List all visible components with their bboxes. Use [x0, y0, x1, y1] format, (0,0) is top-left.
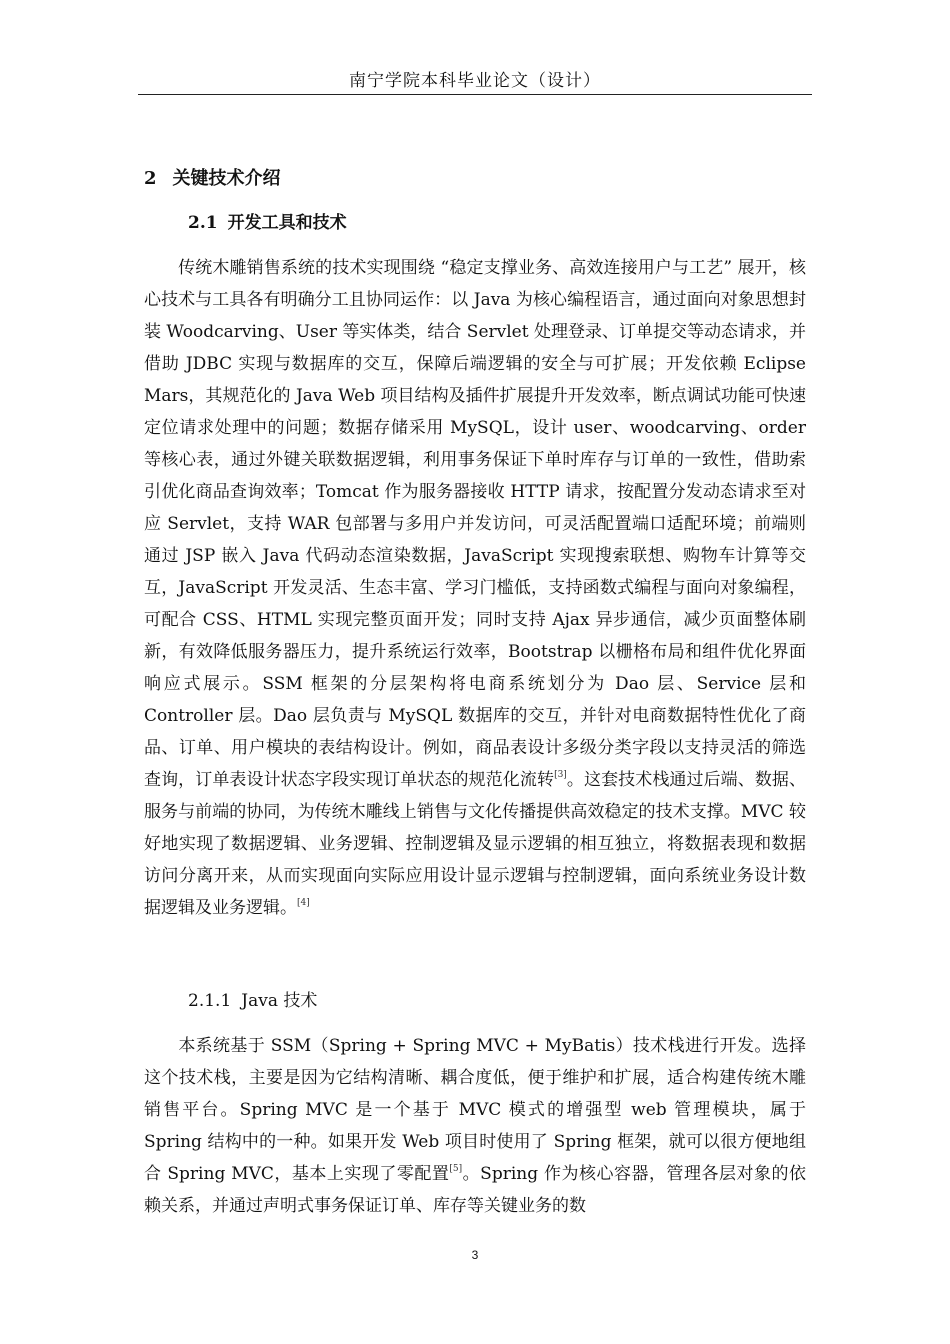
- citation-3: [3]: [554, 770, 567, 780]
- subsection-title: 开发工具和技术: [227, 213, 347, 233]
- subsubsection-number: 2.1.1: [188, 991, 232, 1011]
- running-header: 南宁学院本科毕业论文（设计）: [349, 71, 601, 91]
- subsubsection-title: Java 技术: [241, 991, 318, 1011]
- subsubsection-heading: [188, 986, 317, 1011]
- section-heading: [144, 164, 281, 190]
- page-number: 3: [471, 1248, 479, 1262]
- header-rule: [138, 94, 812, 95]
- paragraph1-text-b: 。这套技术栈通过后端、数据、服务与前端的协同，为传统木雕线上销售与文化传播提供高效稳定的技术支撑。MVC 较好地实现了数据逻辑、业务逻辑、控制逻辑及显示逻辑的相互独立，将数据表现和数据访问分离开来，从而实现面向实际应用设计显示逻辑与控制逻辑，面向系统业务设计数据逻辑及业务逻辑。: [144, 770, 807, 918]
- citation-5: [5]: [449, 1164, 463, 1174]
- section-title: 关键技术介绍: [172, 168, 281, 189]
- body-paragraph-1: [144, 252, 806, 924]
- paragraph1-text-a: 传统木雕销售系统的技术实现围绕 “稳定支撑业务、高效连接用户与工艺” 展开，核心技术与工具各有明确分工且协同运作：以 Java 为核心编程语言，通过面向对象思想封装 Woodcarving、User 等实体类，结合 Servlet 处理登录、订单提交等动态请求，并借助 JDBC 实现与数据库的交互，保障后端逻辑的安全与可扩展；开发依赖 Eclipse Mars，其规范化的 Java Web 项目结构及插件扩展提升开发效率，断点调试功能可快速定位请求处理中的问题；数据存储采用 MySQL，设计 user、woodcarving、order 等核心表，通过外键关联数据逻辑，利用事务保证下单时库存与订单的一致性，借助索引优化商品查询效率；Tomcat 作为服务器接收 HTTP 请求，按配置分发动态请求至对应 Servlet，支持 WAR 包部署与多用户并发访问，可灵活配置端口适配环境；前端则通过 JSP 嵌入 Java 代码动态渲染数据，JavaScript 实现搜索联想、购物车计算等交互，JavaScript 开发灵活、生态丰富、学习门槛低，支持函数式编程与面向对象编程，可配合 CSS、HTML 实现完整页面开发；同时支持 Ajax 异步通信，减少页面整体刷新，有效降低服务器压力，提升系统运行效率，Bootstrap 以栅格布局和组件优化界面响应式展示。SSM 框架的分层架构将电商系统划分为 Dao 层、Service 层和 Controller 层。Dao 层负责与 MySQL 数据库的交互，并针对电商数据特性优化了商品、订单、用户模块的表结构设计。例如，商品表设计多级分类字段以支持灵活的筛选查询，订单表设计状态字段实现订单状态的规范化流转: [144, 258, 806, 790]
- section-number: 2: [144, 168, 157, 189]
- paragraph2-text-b: 。Spring 作为核心容器，管理各层对象的依赖关系，并通过声明式事务保证订单、库存等关键业务的数: [144, 1164, 806, 1216]
- paragraph2-text-a: 本系统基于 SSM（Spring + Spring MVC + MyBatis）技术栈进行开发。选择这个技术栈，主要是因为它结构清晰、耦合度低，便于维护和扩展，适合构建传统木雕销售平台。Spring MVC 是一个基于 MVC 模式的增强型 web 管理模块，属于 Spring 结构中的一种。如果开发 Web 项目时使用了 Spring 框架，就可以很方便地组合 Spring MVC，基本上实现了零配置: [144, 1036, 806, 1184]
- subsection-number: 2.1: [188, 213, 218, 233]
- subsection-heading: [188, 208, 347, 233]
- body-paragraph-2: [144, 1030, 806, 1222]
- citation-4: [4]: [297, 898, 310, 908]
